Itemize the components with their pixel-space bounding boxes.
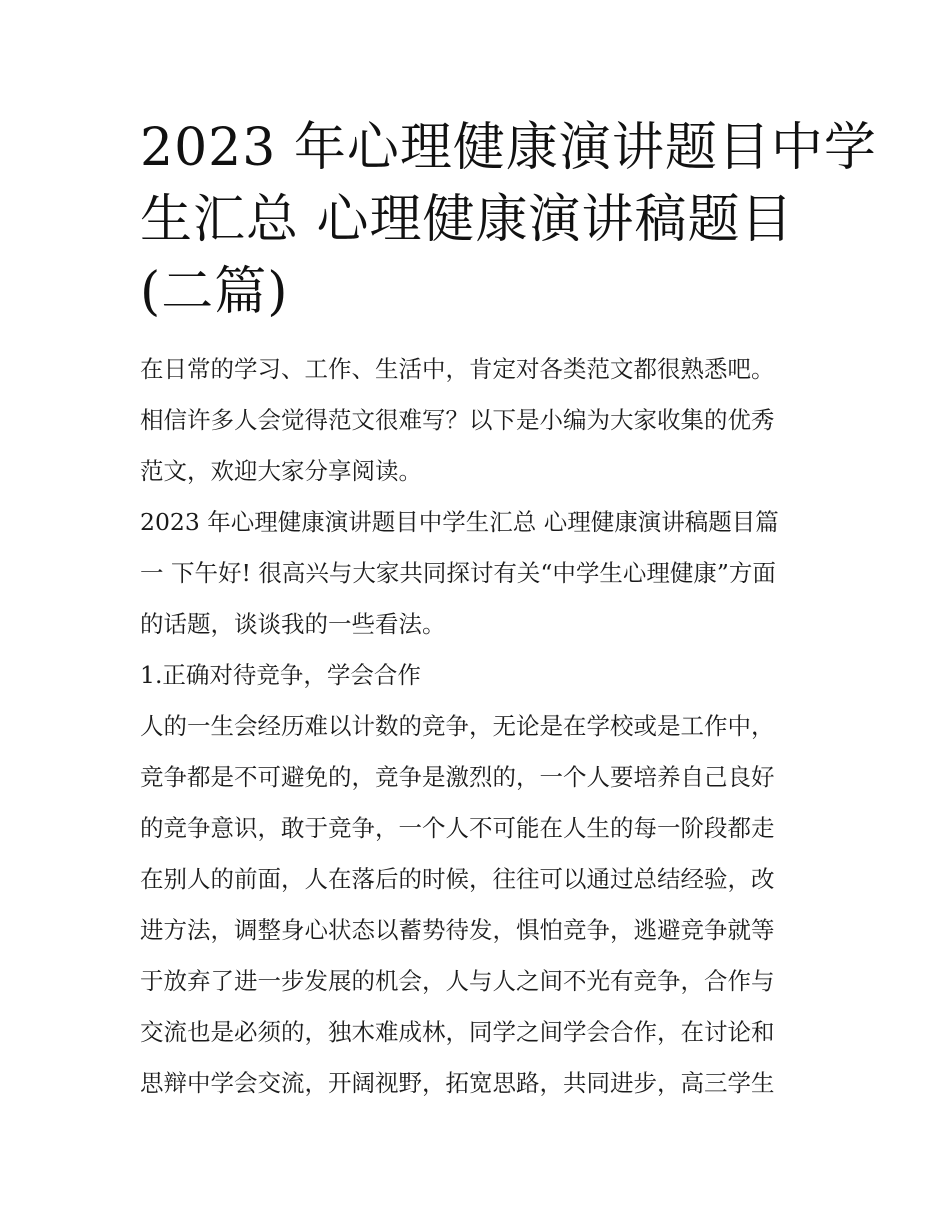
section-title bbox=[140, 650, 815, 701]
section-line-2: 竞争都是不可避免的，竞争是激烈的，一个人要培养自己良好 bbox=[140, 763, 775, 791]
intro-paragraph bbox=[140, 344, 815, 497]
document-content bbox=[140, 112, 877, 1109]
heading-line-2: 一 下午好! 很高兴与大家共同探讨有关“中学生心理健康”方面 bbox=[140, 559, 776, 587]
section-line-7: 交流也是必须的，独木难成林，同学之间学会合作，在讨论和 bbox=[140, 1018, 775, 1046]
intro-line-3: 范文，欢迎大家分享阅读。 bbox=[140, 457, 422, 485]
heading-paragraph bbox=[140, 497, 815, 650]
title-line-1: 2023 年心理健康演讲题目中学 bbox=[140, 118, 877, 178]
section-line-1: 人的一生会经历难以计数的竞争，无论是在学校或是工作中， bbox=[140, 712, 775, 740]
title-line-3: (二篇) bbox=[140, 262, 289, 322]
section-line-5: 进方法，调整身心状态以蓄势待发，惧怕竞争，逃避竞争就等 bbox=[140, 916, 775, 944]
section-line-6: 于放弃了进一步发展的机会，人与人之间不光有竞争，合作与 bbox=[140, 967, 775, 995]
document-body bbox=[140, 344, 815, 1109]
document-title bbox=[140, 112, 877, 328]
heading-line-3: 的话题，谈谈我的一些看法。 bbox=[140, 610, 446, 638]
section-title-line: 1.正确对待竞争，学会合作 bbox=[140, 661, 421, 689]
section-paragraph bbox=[140, 701, 815, 1109]
section-line-3: 的竞争意识，敢于竞争，一个人不可能在人生的每一阶段都走 bbox=[140, 814, 775, 842]
heading-line-1: 2023 年心理健康演讲题目中学生汇总 心理健康演讲稿题目篇 bbox=[140, 508, 779, 536]
section-line-8: 思辩中学会交流，开阔视野，拓宽思路，共同进步，高三学生 bbox=[140, 1069, 775, 1097]
title-line-2: 生汇总 心理健康演讲稿题目 bbox=[140, 190, 794, 250]
section-line-4: 在别人的前面，人在落后的时候，往往可以通过总结经验，改 bbox=[140, 865, 775, 893]
intro-line-2: 相信许多人会觉得范文很难写？以下是小编为大家收集的优秀 bbox=[140, 406, 775, 434]
intro-line-1: 在日常的学习、工作、生活中，肯定对各类范文都很熟悉吧。 bbox=[140, 355, 775, 383]
